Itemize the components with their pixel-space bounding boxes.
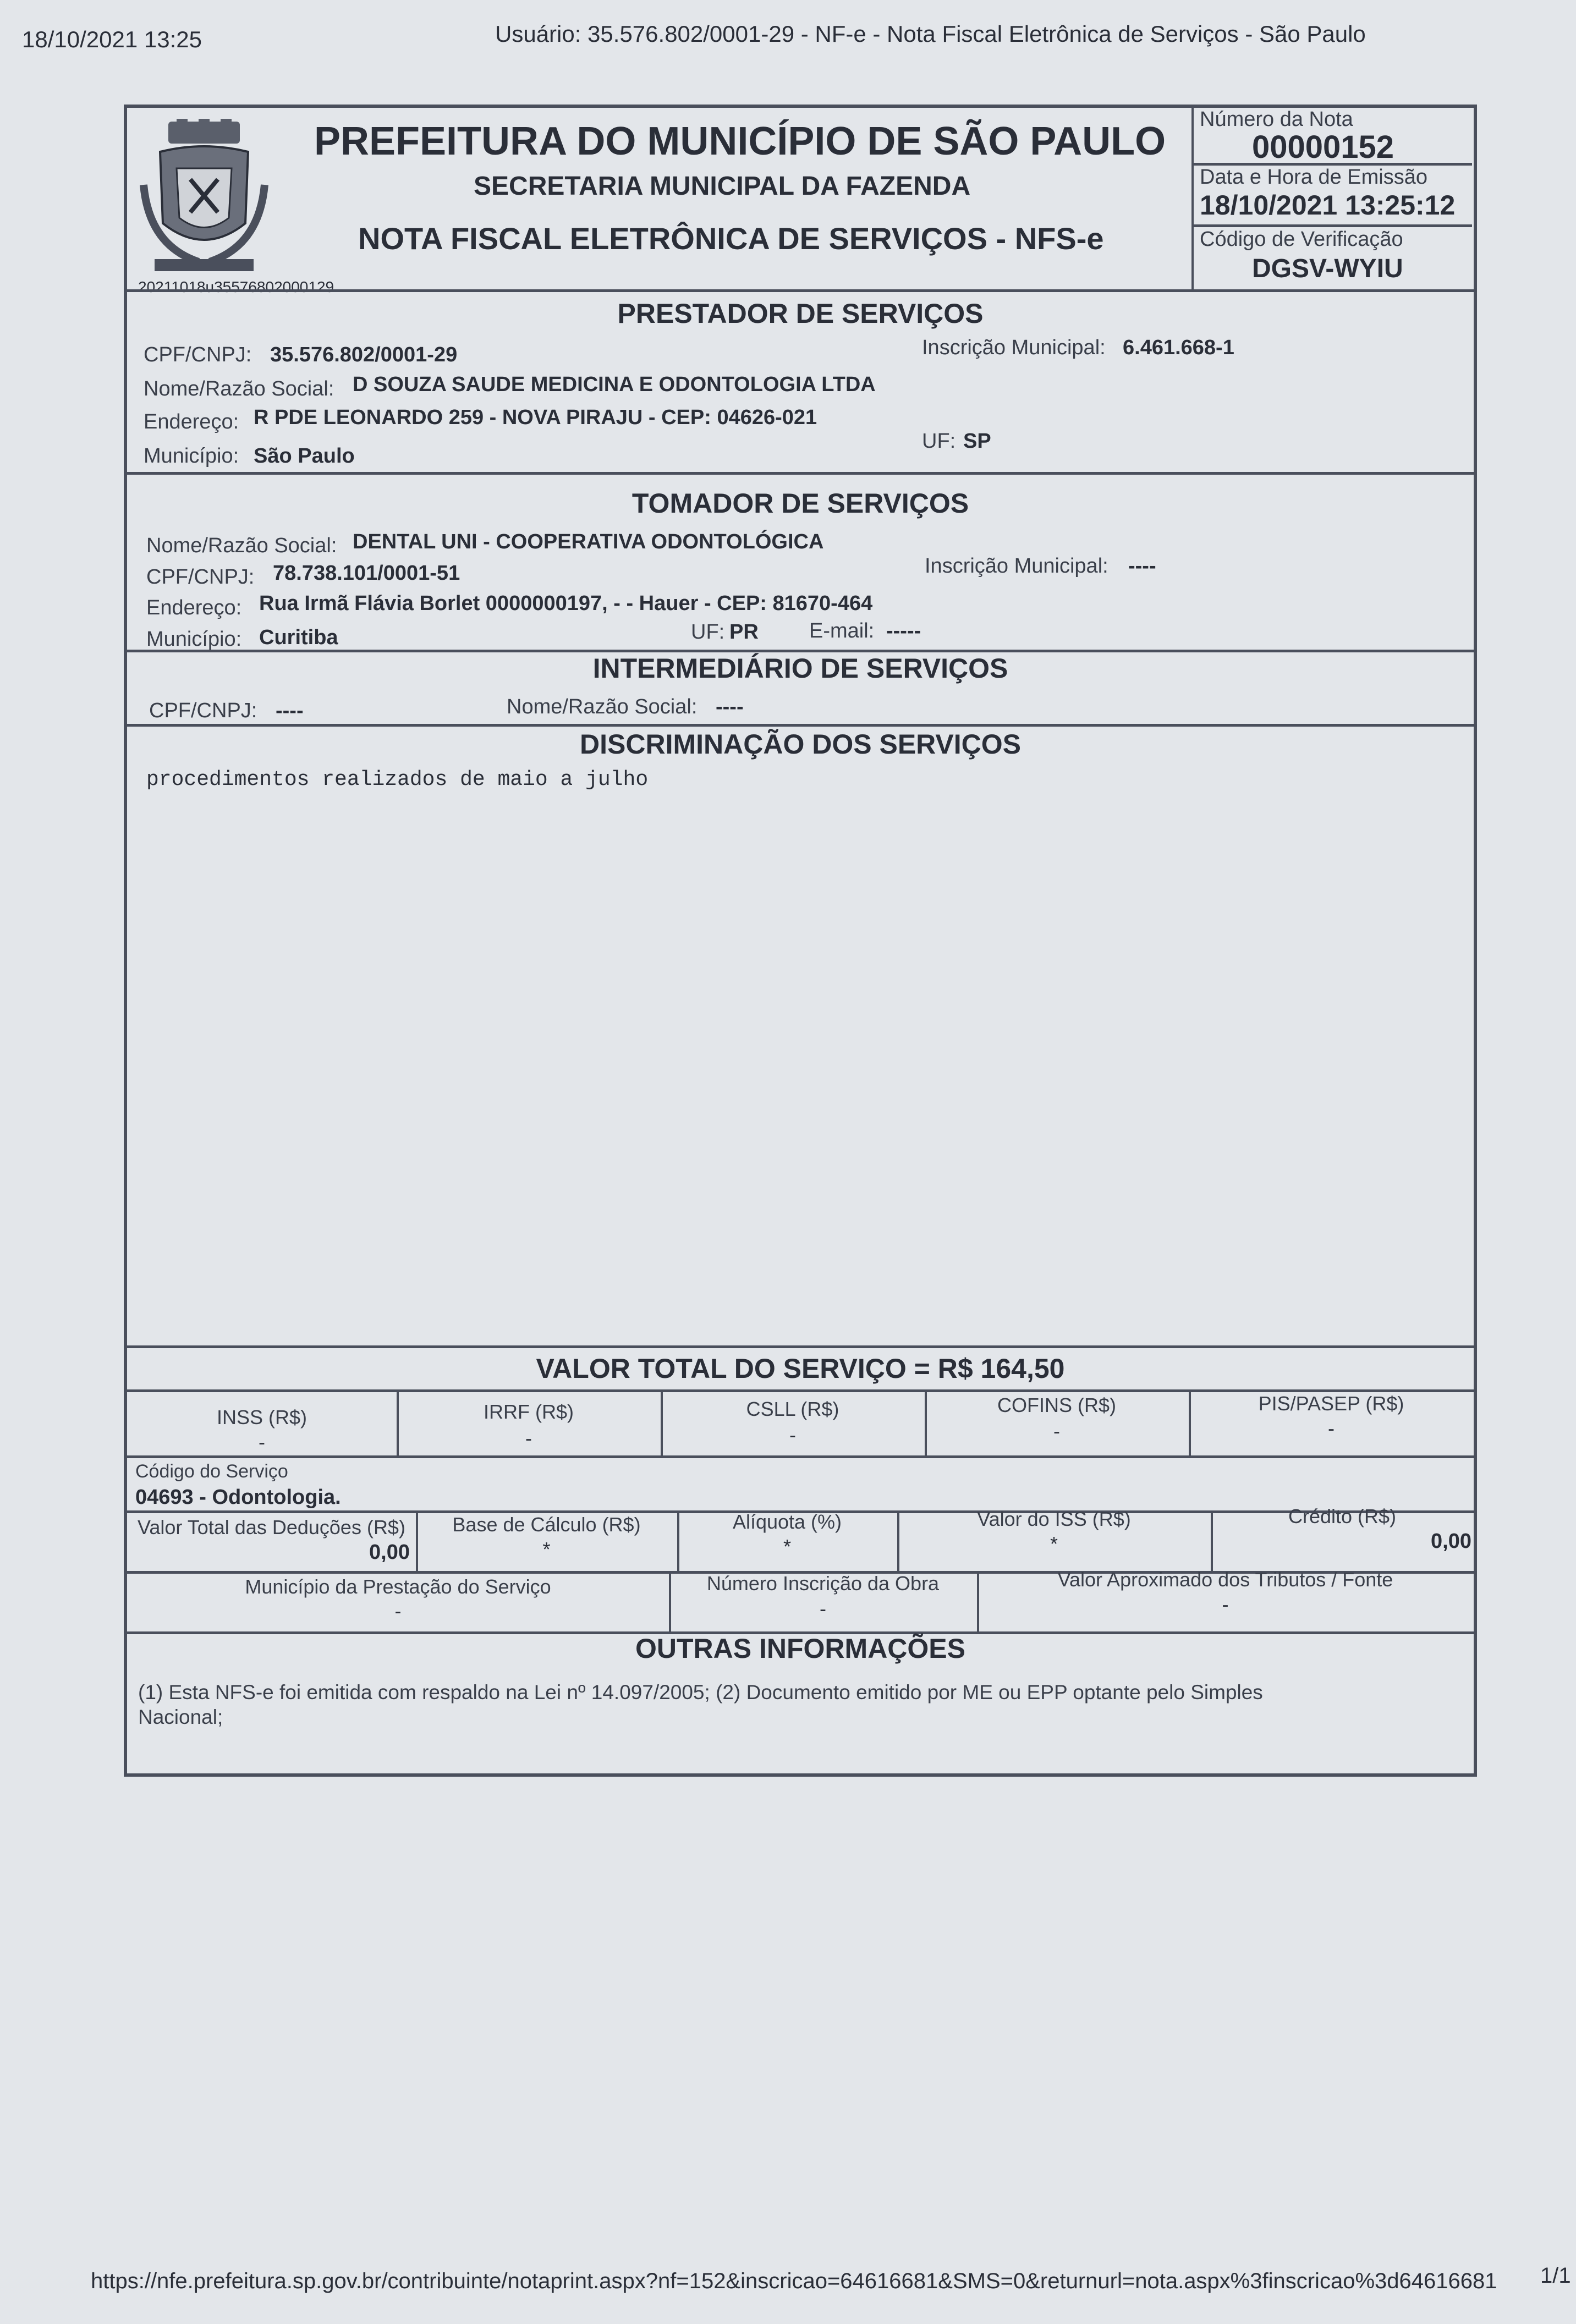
prestador-inscricao: 6.461.668-1 <box>1123 336 1234 359</box>
tomador-nome: DENTAL UNI - COOPERATIVA ODONTOLÓGICA <box>353 530 824 553</box>
outras-line1: (1) Esta NFS-e foi emitida com respaldo na Lei nº 14.097/2005; (2) Documento emitido por ME ou EPP optante pelo Simples <box>138 1681 1263 1704</box>
tomador-inscricao: ---- <box>1128 554 1156 578</box>
tomador-cpf: 78.738.101/0001-51 <box>273 562 460 585</box>
print-datetime: 18/10/2021 13:25 <box>22 26 202 52</box>
nfse-document <box>124 105 1477 1777</box>
intermediario-cpf: ---- <box>276 699 304 722</box>
prestador-endereco-label: Endereço: <box>144 410 239 433</box>
aliquota-label: Alíquota (%) <box>732 1510 842 1533</box>
data-label: Data e Hora de Emissão <box>1200 166 1427 189</box>
codigo-label: Código de Verificação <box>1200 228 1403 251</box>
prestador-cpf: 35.576.802/0001-29 <box>270 343 458 366</box>
tomador-inscricao-label: Inscrição Municipal: <box>925 554 1108 578</box>
prestador-uf-label: UF: <box>922 430 956 453</box>
aliquota-value: * <box>783 1535 791 1558</box>
header-barcode-code: 20211018u35576802000129 <box>138 278 334 295</box>
outras-heading: OUTRAS INFORMAÇÕES <box>635 1633 965 1664</box>
discriminacao-text: procedimentos realizados de maio a julho <box>146 768 649 792</box>
tomador-cpf-label: CPF/CNPJ: <box>146 565 255 589</box>
prestador-municipio: São Paulo <box>254 444 355 468</box>
intermediario-nome: ---- <box>716 695 744 718</box>
print-page-number: 1/1 <box>1540 2263 1571 2288</box>
inss-label: INSS (R$) <box>216 1406 307 1429</box>
codigo-servico: 04693 - Odontologia. <box>135 1486 341 1509</box>
prestador-uf: SP <box>963 430 991 453</box>
header-doc-title: NOTA FISCAL ELETRÔNICA DE SERVIÇOS - NFS-e <box>358 221 1104 256</box>
municipio-prestacao-label: Município da Prestação do Serviço <box>245 1575 551 1598</box>
credito-label: Crédito (R$) <box>1288 1505 1397 1528</box>
irrf-label: IRRF (R$) <box>484 1400 574 1423</box>
tomador-endereco-label: Endereço: <box>146 596 242 619</box>
prestador-cpf-label: CPF/CNPJ: <box>144 343 252 366</box>
outras-line2: Nacional; <box>138 1706 223 1728</box>
inscricao-obra-value: - <box>820 1597 826 1620</box>
inscricao-obra-label: Número Inscrição da Obra <box>706 1572 940 1595</box>
prestador-inscricao-label: Inscrição Municipal: <box>922 336 1106 359</box>
tomador-heading: TOMADOR DE SERVIÇOS <box>632 488 969 519</box>
tomador-nome-label: Nome/Razão Social: <box>146 534 337 557</box>
crest-icon <box>138 119 270 278</box>
tributos-label: Valor Aproximado dos Tributos / Fonte <box>1057 1568 1393 1591</box>
prestador-municipio-label: Município: <box>144 444 239 468</box>
tomador-endereco: Rua Irmã Flávia Borlet 0000000197, - - Hauer - CEP: 81670-464 <box>259 592 873 615</box>
print-user-line: Usuário: 35.576.802/0001-29 - NF-e - Nota Fiscal Eletrônica de Serviços - São Paulo <box>495 21 1366 47</box>
base-calculo-label: Base de Cálculo (R$) <box>452 1513 641 1536</box>
deducoes-value: 0,00 <box>369 1541 410 1564</box>
pispasep-label: PIS/PASEP (R$) <box>1258 1392 1404 1415</box>
valor-iss-value: * <box>1050 1532 1058 1555</box>
prestador-nome-label: Nome/Razão Social: <box>144 377 334 400</box>
tomador-email-label: E-mail: <box>809 619 875 642</box>
tributos-value: - <box>1222 1593 1229 1616</box>
codigo-servico-label: Código do Serviço <box>135 1461 288 1482</box>
numero-nota: 00000152 <box>1252 129 1394 165</box>
intermediario-heading: INTERMEDIÁRIO DE SERVIÇOS <box>592 653 1008 684</box>
tomador-municipio-label: Município: <box>146 628 242 651</box>
prestador-heading: PRESTADOR DE SERVIÇOS <box>617 298 984 329</box>
pispasep-value: - <box>1328 1417 1335 1440</box>
valor-total: VALOR TOTAL DO SERVIÇO = R$ 164,50 <box>536 1353 1065 1384</box>
intermediario-cpf-label: CPF/CNPJ: <box>149 699 257 722</box>
valor-iss-label: Valor do ISS (R$) <box>977 1508 1131 1530</box>
numero-label: Número da Nota <box>1200 108 1353 131</box>
credito-value: 0,00 <box>1431 1530 1471 1553</box>
csll-label: CSLL (R$) <box>746 1398 839 1420</box>
cofins-label: COFINS (R$) <box>997 1394 1116 1416</box>
intermediario-nome-label: Nome/Razão Social: <box>507 695 698 718</box>
tomador-municipio: Curitiba <box>259 626 338 649</box>
header-subtitle: SECRETARIA MUNICIPAL DA FAZENDA <box>474 172 971 201</box>
data-emissao: 18/10/2021 13:25:12 <box>1200 190 1456 221</box>
codigo-verificacao: DGSV-WYIU <box>1252 254 1403 283</box>
csll-value: - <box>789 1424 796 1446</box>
discriminacao-heading: DISCRIMINAÇÃO DOS SERVIÇOS <box>580 729 1021 760</box>
base-calculo-value: * <box>542 1538 551 1561</box>
print-url: https://nfe.prefeitura.sp.gov.br/contribuinte/notaprint.aspx?nf=152&inscricao=64616681&SMS=0&returnurl=nota.aspx%3finscricao%3d64616681 <box>91 2269 1497 2293</box>
prestador-endereco: R PDE LEONARDO 259 - NOVA PIRAJU - CEP: 04626-021 <box>254 406 817 429</box>
tomador-uf: PR <box>729 620 759 644</box>
tomador-uf-label: UF: <box>691 620 725 644</box>
cofins-value: - <box>1053 1420 1060 1442</box>
tomador-email: ----- <box>886 619 921 642</box>
deducoes-label: Valor Total das Deduções (R$) <box>138 1516 405 1539</box>
irrf-value: - <box>525 1427 532 1449</box>
header-title: PREFEITURA DO MUNICÍPIO DE SÃO PAULO <box>314 119 1166 163</box>
prestador-nome: D SOUZA SAUDE MEDICINA E ODONTOLOGIA LTDA <box>353 373 876 396</box>
municipio-prestacao-value: - <box>394 1600 402 1622</box>
inss-value: - <box>259 1431 265 1453</box>
